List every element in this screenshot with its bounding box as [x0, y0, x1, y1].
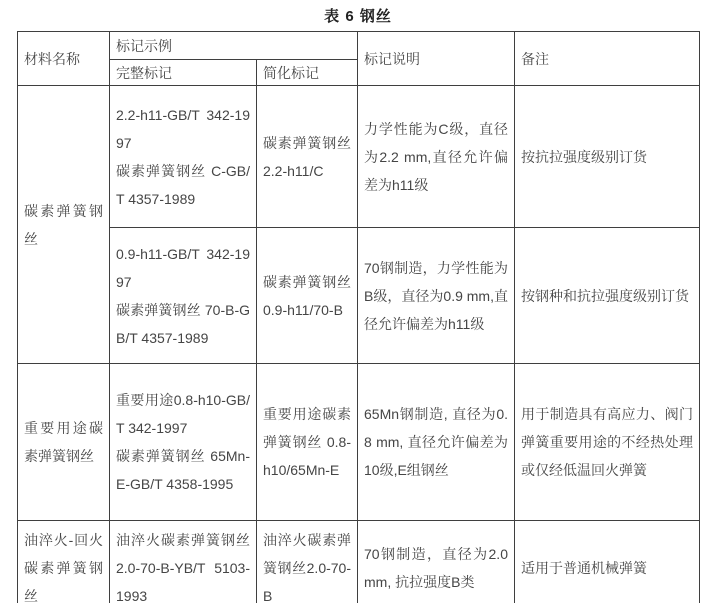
steel-wire-table	[17, 31, 700, 603]
cell-material-important-use-wire: 重要用途碳素弹簧钢丝	[18, 364, 110, 521]
cell-explanation-2: 70钢制造，力学性能为B级，直径为0.9 mm,直径允许偏差为h11级	[358, 228, 515, 364]
cell-material-carbon-spring-wire: 碳素弹簧钢丝	[18, 86, 110, 364]
full-marking-paragraph: 碳素弹簧钢丝 65Mn-E-GB/T 4358-1995	[116, 448, 250, 492]
full-marking-paragraph: 0.9-h11-GB/T 342-1997	[116, 245, 250, 290]
header-row-1	[18, 32, 700, 60]
cell-remark-3: 用于制造具有高应力、阀门弹簧重要用途的不经热处理或仅经低温回火弹簧	[515, 364, 700, 521]
table-title: 表 6 钢丝	[324, 8, 392, 25]
header-material: 材料名称	[18, 32, 110, 86]
cell-full-marking-4	[110, 521, 257, 603]
cell-full-marking-2	[110, 228, 257, 364]
full-marking-paragraph: 碳素弹簧钢丝 C-GB/T 4357-1989	[116, 162, 250, 207]
full-marking-paragraph: 碳素弹簧钢丝 70-B-GB/T 4357-1989	[116, 301, 250, 346]
header-full-marking: 完整标记	[110, 60, 257, 86]
full-marking-paragraph: 油淬火碳素弹簧钢丝 2.0-70-B-YB/T 5103-1993	[116, 532, 250, 603]
table-row-carbon-spring-wire-2	[18, 228, 700, 364]
cell-full-marking-1	[110, 86, 257, 228]
cell-simplified-marking-4: 油淬火碳素弹簧钢丝2.0-70-B	[257, 521, 358, 603]
cell-full-marking-3	[110, 364, 257, 521]
table-row-carbon-spring-wire-1	[18, 86, 700, 228]
cell-simplified-marking-3: 重要用途碳素弹簧钢丝 0.8-h10/65Mn-E	[257, 364, 358, 521]
header-simplified-marking: 简化标记	[257, 60, 358, 86]
cell-remark-4: 适用于普通机械弹簧	[515, 521, 700, 603]
cell-material-oil-tempered-wire: 油淬火-回火碳素弹簧钢丝	[18, 521, 110, 603]
cell-explanation-3: 65Mn钢制造, 直径为0.8 mm, 直径允许偏差为10级,E组钢丝	[358, 364, 515, 521]
header-explanation: 标记说明	[358, 32, 515, 86]
table-row-oil-tempered-wire	[18, 521, 700, 603]
full-marking-paragraph: 2.2-h11-GB/T 342-1997	[116, 106, 250, 151]
full-marking-paragraph: 重要用途0.8-h10-GB/T 342-1997	[116, 392, 250, 436]
table-row-important-use-wire	[18, 364, 700, 521]
cell-simplified-marking-1: 碳素弹簧钢丝 2.2-h11/C	[257, 86, 358, 228]
header-marking-example: 标记示例	[110, 32, 358, 60]
header-remark: 备注	[515, 32, 700, 86]
cell-explanation-4: 70钢制造，直径为2.0 mm, 抗拉强度B类	[358, 521, 515, 603]
cell-simplified-marking-2: 碳素弹簧钢丝 0.9-h11/70-B	[257, 228, 358, 364]
cell-remark-2: 按钢种和抗拉强度级别订货	[515, 228, 700, 364]
cell-remark-1: 按抗拉强度级别订货	[515, 86, 700, 228]
cell-explanation-1: 力学性能为C级，直径为2.2 mm,直径允许偏差为h11级	[358, 86, 515, 228]
